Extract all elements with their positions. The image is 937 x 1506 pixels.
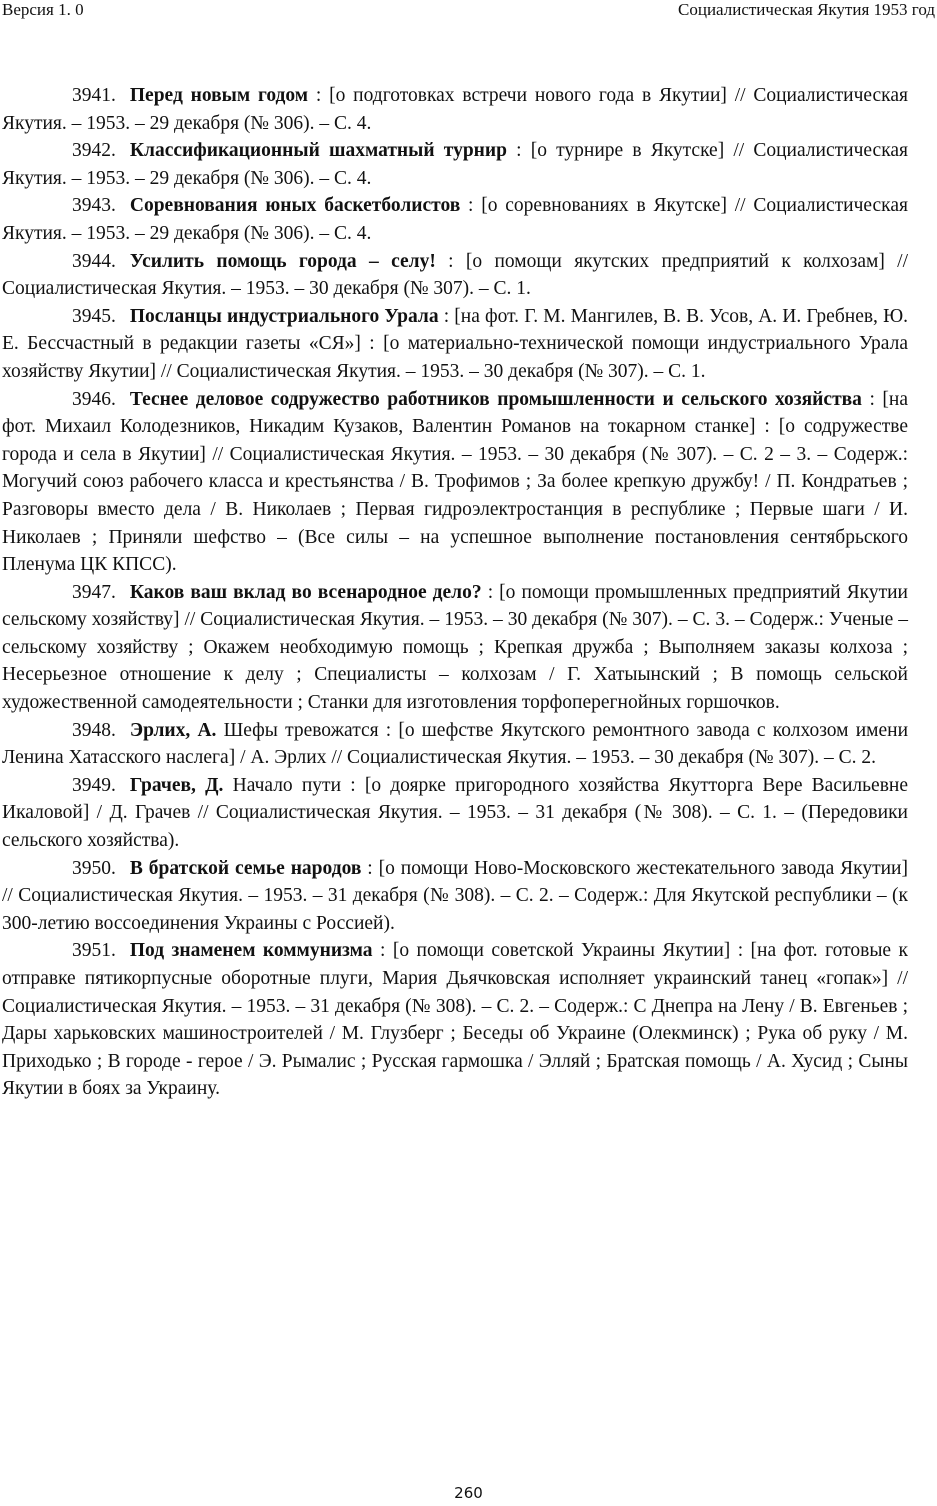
entry-title: В братской семье народов [129, 857, 362, 879]
bibliography-entry [2, 137, 908, 192]
entry-number: 3945. [72, 305, 116, 327]
entry-title: Под знаменем коммунизма [129, 940, 373, 962]
entry-title: Перед новым годом [129, 85, 309, 106]
bibliography-entry [2, 855, 908, 938]
entry-number: 3950. [72, 857, 116, 879]
entry-number: 3948. [72, 719, 116, 741]
entry-title: Каков ваш вклад во всенародное дело? [129, 581, 482, 603]
running-header [0, 0, 937, 22]
entry-title: Посланцы индустриального Урала [129, 305, 439, 327]
publication-title: Социалистическая Якутия 1953 год [678, 0, 935, 19]
entry-description: : [о подготовках встречи нового года в Якутии] // Социалистическая Якутия. – 1953. – 29 декабря (№ 306). – С. 4. [2, 85, 908, 134]
bibliography-entries [2, 82, 908, 1103]
bibliography-entry [2, 248, 908, 303]
entry-number: 3944. [72, 250, 116, 272]
bibliography-entry [2, 192, 908, 247]
entry-description: : [на фот. Г. М. Мангилев, В. В. Усов, А. И. Гребнев, Ю. Е. Бессчастный в редакции газеты «СЯ»] : [о материально-технической помощи индустриального Урала хозяйству Якутии] // Социалистическая Якутия. – 1953. – 30 декабря (№ 307). – С. 1. [2, 305, 908, 382]
entry-number: 3942. [72, 140, 116, 162]
entry-description: : [о помощи якутских предприятий к колхозам] // Социалистическая Якутия. – 1953. – 30 декабря (№ 307). – С. 1. [2, 250, 908, 300]
entry-number: 3946. [72, 388, 116, 410]
version-label: Версия 1. 0 [2, 0, 84, 19]
entry-title: Теснее деловое содружество работников промышленности и сельского хозяйства [129, 388, 862, 410]
entry-number: 3943. [72, 195, 116, 217]
entry-title: Грачев, Д. [129, 774, 224, 796]
entry-title: Соревнования юных баскетболистов [129, 195, 461, 217]
entry-title: Классификационный шахматный турнир [129, 140, 507, 162]
entry-description: : [о помощи советской Украины Якутии] : [на фот. готовые к отправке пятикорпусные оборотные плуги, Мария Дьячковская исполняет украинский танец «гопак»] // Социалистическая Якутия. – 1953. – 31 декабря (№ 308). – С. 2. – Содерж.: С Днепра на Лену / В. Евгеньев ; Дары харьковских машиностроителей / М. Глузберг ; Беседы об Украине (Олекминск) ; Рука об руку / М. Приходько ; В городе - герое / Э. Рымалис ; Русская гармошка / Элляй ; Братская помощь / А. Хусид ; Сыны Якутии в боях за Украину. [2, 940, 908, 1100]
bibliography-entry [2, 772, 908, 855]
page-number: 260 [454, 1484, 483, 1502]
entry-number: 3949. [72, 774, 116, 796]
entry-title: Усилить помощь города – селу! [129, 250, 436, 272]
entry-description: Шефы тревожатся : [о шефстве Якутского ремонтного завода с колхозом имени Ленина Хатасского наслега] / А. Эрлих // Социалистическая Якутия. – 1953. – 30 декабря (№ 307). – С. 2. [2, 719, 908, 769]
entry-number: 3951. [72, 940, 116, 962]
bibliography-entry [2, 303, 908, 386]
bibliography-entry [2, 717, 908, 772]
entry-number: 3941. [72, 85, 116, 106]
entry-description: : [о помощи промышленных предприятий Якутии сельскому хозяйству] // Социалистическая Якутия. – 1953. – 30 декабря (№ 307). – С. 3. – Содерж.: Ученые – сельскому хозяйству ; Окажем необходимую помощь ; Крепкая дружба ; Выполняем заказы колхоза ; Несерьезное отношение к делу ; Специалисты – колхозам / Г. Хатыынский ; В помощь сельской художественной самодеятельности ; Станки для изготовления торфоперегнойных горшочков. [2, 581, 908, 714]
bibliography-entry [2, 82, 908, 137]
entry-description: : [о помощи Ново-Московского жестекательного завода Якутии] // Социалистическая Якутия. – 1953. – 31 декабря (№ 308). – С. 2. – Содерж.: Для Якутской республики – (к 300-летию воссоединения Украины с Россией). [2, 857, 908, 934]
entry-description: Начало пути : [о доярке пригородного хозяйства Якутторга Вере Васильевне Икаловой] / Д. Грачев // Социалистическая Якутия. – 1953. – 31 декабря (№ 308). – С. 1. – (Передовики сельского хозяйства). [2, 774, 909, 852]
entry-description: : [о турнире в Якутске] // Социалистическая Якутия. – 1953. – 29 декабря (№ 306). – С. 4. [2, 140, 908, 189]
entry-number: 3947. [72, 581, 116, 603]
entry-description: : [на фот. Михаил Колодезников, Никадим Кузаков, Валентин Романов на токарном станке] : [о содружестве города и села в Якутии] // Социалистическая Якутия. – 1953. – 30 декабря (№ 307). – С. 2 – 3. – Содерж.: Могучий союз рабочего класса и крестьянства / В. Трофимов ; За более крепкую дружбу! / П. Кондратьев ; Разговоры вместо дела / В. Николаев ; Первая гидроэлектростанция в республике ; Первые шаги / И. Николаев ; Приняли шефство – (Все силы – на успешное выполнение постановления сентябрьского Пленума ЦК КПСС). [2, 388, 908, 576]
entry-title: Эрлих, А. [129, 719, 217, 741]
bibliography-entry [2, 579, 908, 717]
bibliography-entry [2, 937, 908, 1103]
bibliography-entry [2, 386, 908, 579]
entry-description: : [о соревнованиях в Якутске] // Социалистическая Якутия. – 1953. – 29 декабря (№ 306). – С. 4. [2, 195, 908, 244]
